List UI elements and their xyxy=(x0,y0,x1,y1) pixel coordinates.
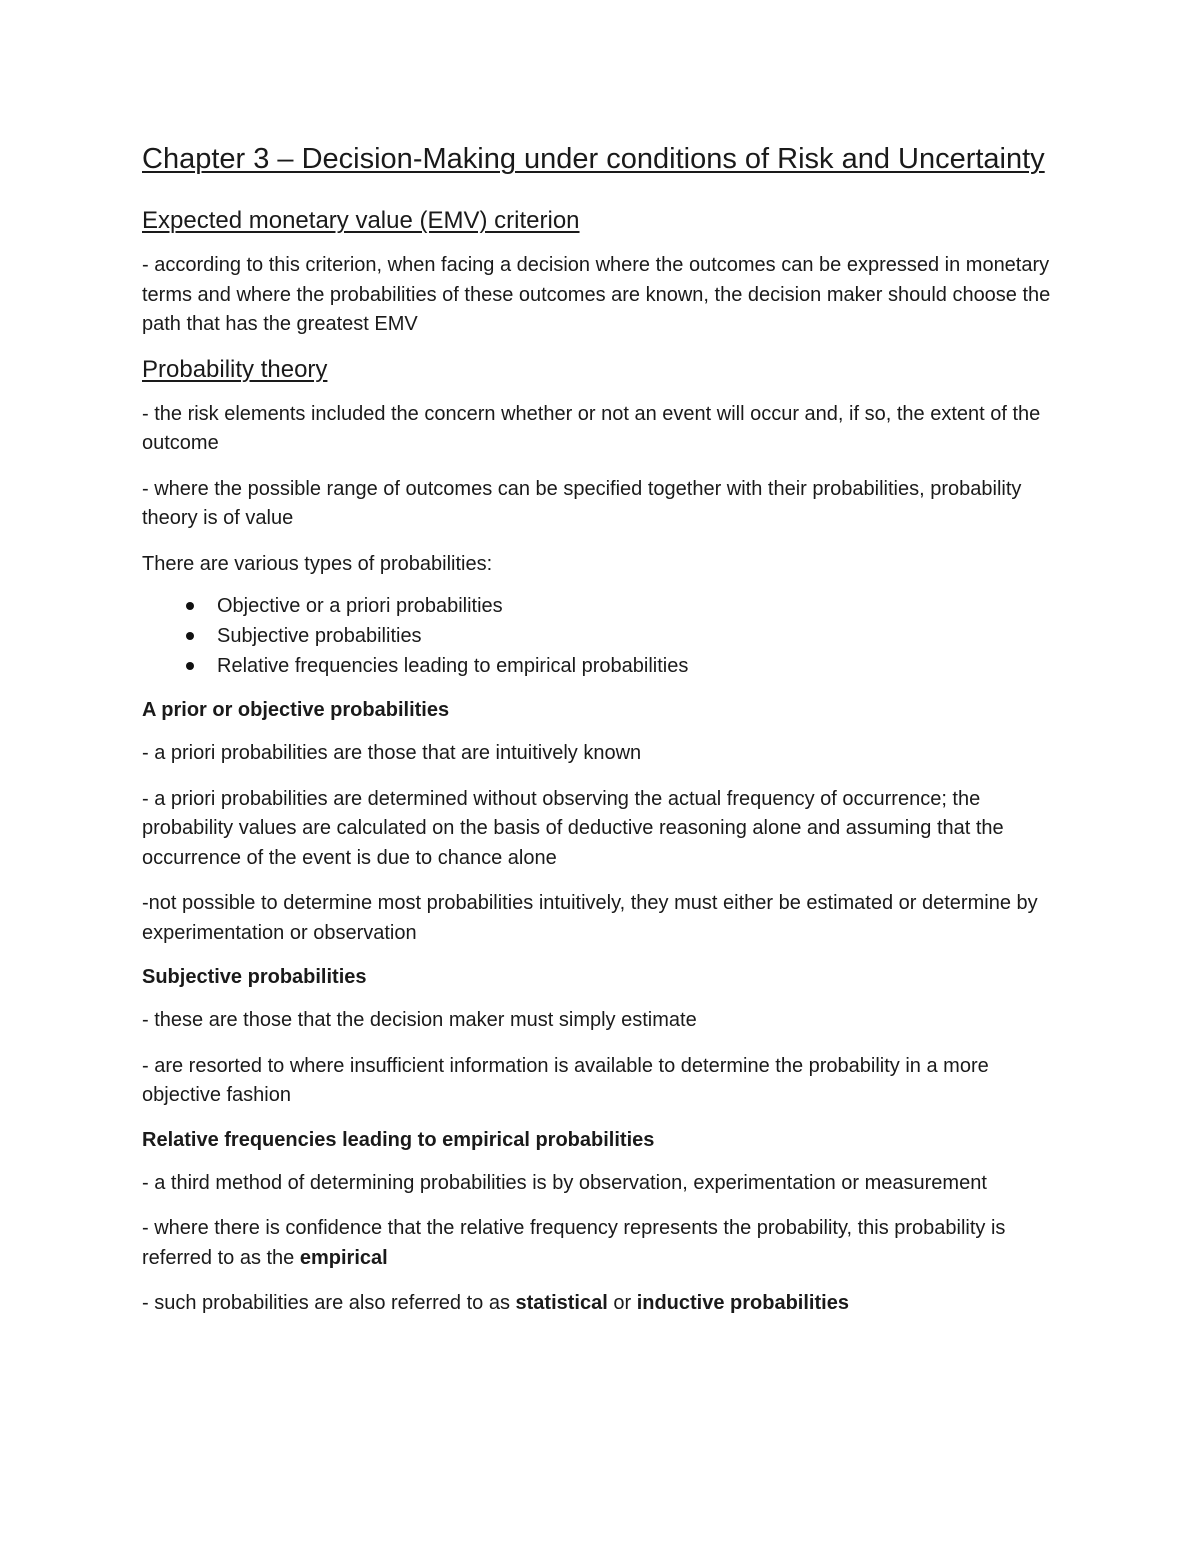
empirical-paragraph-2-text: - where there is confidence that the relative frequency represents the probability, this probability is referred to as the xyxy=(142,1217,1006,1269)
empirical-paragraph-3-text-2: or xyxy=(607,1292,637,1314)
bullet-icon xyxy=(186,602,194,610)
list-item xyxy=(217,651,1072,681)
empirical-term: empirical xyxy=(299,1246,388,1269)
empirical-paragraph-3 xyxy=(142,1289,1072,1319)
empirical-heading: Relative frequencies leading to empirical probabilities xyxy=(142,1128,655,1151)
apriori-paragraph-1: - a priori probabilities are those that are intuitively known xyxy=(142,742,642,764)
probability-theory-heading: Probability theory xyxy=(142,355,328,383)
probability-types-intro: There are various types of probabilities: xyxy=(142,552,493,575)
inductive-probabilities-term: inductive probabilities xyxy=(636,1292,849,1314)
empirical-paragraph-2 xyxy=(142,1214,1072,1273)
document-content xyxy=(142,140,1072,1335)
statistical-term: statistical xyxy=(515,1292,608,1314)
bullet-icon xyxy=(186,662,194,670)
probability-types-list xyxy=(142,591,1072,681)
list-item-label: Relative frequencies leading to empirical probabilities xyxy=(217,655,689,677)
emv-heading: Expected monetary value (EMV) criterion xyxy=(142,207,580,234)
subjective-heading: Subjective probabilities xyxy=(142,966,367,988)
emv-paragraph: - according to this criterion, when facing a decision where the outcomes can be expressed in monetary terms and where the probabilities of these outcomes are known, the decision maker should choose the path that has the greatest EMV xyxy=(142,254,1051,335)
subjective-paragraph-2: - are resorted to where insufficient information is available to determine the probability in a more objective fashion xyxy=(142,1054,989,1106)
list-item xyxy=(217,621,1072,651)
chapter-title: Chapter 3 – Decision-Making under conditions of Risk and Uncertainty xyxy=(142,143,1045,175)
list-item-label: Subjective probabilities xyxy=(217,625,422,647)
empirical-paragraph-3-text-1: - such probabilities are also referred to as xyxy=(142,1292,516,1314)
apriori-paragraph-2: - a priori probabilities are determined without observing the actual frequency of occurrence; the probability values are calculated on the basis of deductive reasoning alone and assuming that the occurrence of the event is due to chance alone xyxy=(142,787,1004,869)
list-item-label: Objective or a priori probabilities xyxy=(217,595,503,617)
empirical-paragraph-1: - a third method of determining probabilities is by observation, experimentation or measurement xyxy=(142,1171,987,1194)
probability-paragraph-1: - the risk elements included the concern whether or not an event will occur and, if so, the extent of the outcome xyxy=(142,402,1041,454)
subjective-paragraph-1: - these are those that the decision maker must simply estimate xyxy=(142,1009,697,1031)
apriori-heading: A prior or objective probabilities xyxy=(142,699,450,721)
probability-paragraph-2: - where the possible range of outcomes can be specified together with their probabilities, probability theory is of value xyxy=(142,477,1022,529)
apriori-paragraph-3: -not possible to determine most probabilities intuitively, they must either be estimated or determine by experimentation or observation xyxy=(142,892,1038,944)
bullet-icon xyxy=(186,632,194,640)
list-item xyxy=(217,591,1072,621)
